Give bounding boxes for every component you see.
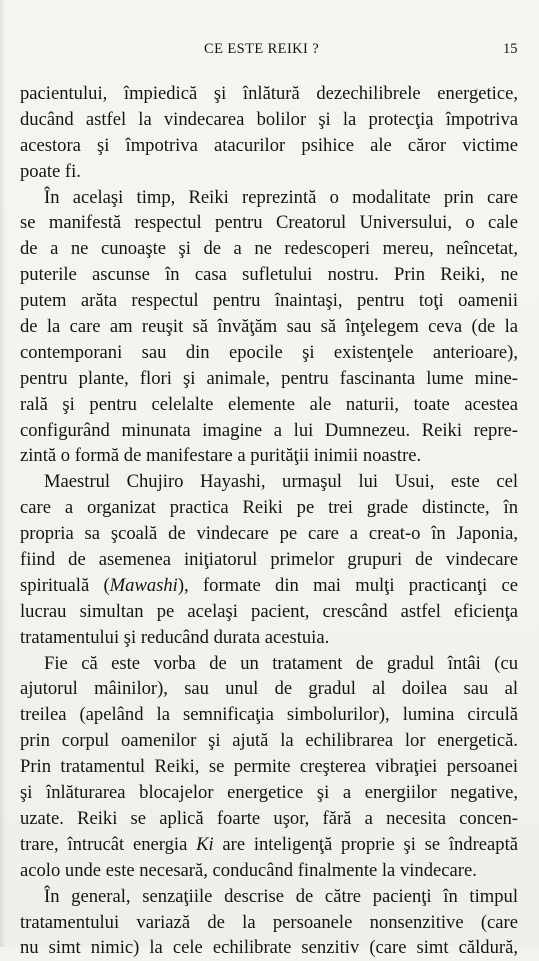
page-gutter-shadow bbox=[0, 0, 6, 947]
text-line: putem arăta respectul pentru înaintaşi, pentru toţi oamenii bbox=[20, 290, 518, 312]
text-line: configurând minunata imagine a lui Dumnezeu. Reiki repre- bbox=[20, 419, 518, 441]
text-line: prin corpul oamenilor şi ajută la echilibrarea lor energetică. bbox=[20, 730, 518, 752]
text-line: trare, întrucât energia Ki are inteligenţă proprie şi se îndreaptă bbox=[20, 833, 518, 855]
text-line: de la care am reuşit să învăţăm sau să înţelegem ceva (de la bbox=[20, 316, 518, 338]
text-line: nu simt nimic) la cele echilibrate senzitiv (care simt căldură, bbox=[20, 937, 518, 959]
text-line: Prin tratamentul Reiki, se permite creşterea vibraţiei persoanei bbox=[20, 756, 518, 778]
running-title: CE ESTE REIKI ? bbox=[204, 41, 320, 57]
text-line: poate fi. bbox=[20, 160, 81, 182]
text-line: Maestrul Chujiro Hayashi, urmaşul lui Usui, este cel bbox=[44, 471, 518, 493]
text-line: acestora şi împotriva atacurilor psihice ale căror victime bbox=[20, 134, 518, 156]
text-line: pacientului, împiedică şi înlătură dezechilibrele energetice, bbox=[20, 83, 518, 104]
text-line: În general, senzaţiile descrise de către pacienţi în timpul bbox=[44, 885, 518, 907]
text-line: tratamentului variază de la persoanele nonsenzitive (care bbox=[20, 911, 518, 933]
text-line: propria sa şcoală de vindecare pe care a creat-o în Japonia, bbox=[20, 523, 518, 545]
text-line: fiind de asemenea iniţiatorul primelor grupuri de vindecare bbox=[20, 549, 518, 571]
text-line: zintă o formă de manifestare a purităţii inimii noastre. bbox=[20, 445, 422, 467]
text-line: Fie că este vorba de un tratament de gradul întâi (cu bbox=[44, 652, 518, 674]
text-line: şi înlăturarea blocajelor energetice şi a energiilor negative, bbox=[20, 782, 518, 804]
text-line: treilea (apelând la semnificaţia simbolurilor), lumina circulă bbox=[20, 704, 518, 726]
page-number: 15 bbox=[503, 41, 518, 57]
text-line: rală şi pentru celelalte elemente ale naturii, toate acestea bbox=[20, 393, 518, 415]
text-line: contemporani sau din epocile şi existenţele anterioare), bbox=[20, 341, 518, 363]
text-line: care a organizat practica Reiki pe trei grade distincte, în bbox=[20, 497, 518, 519]
text-line: pentru plante, flori şi animale, pentru fascinanta lume mine- bbox=[20, 367, 518, 389]
text-line: puterile ascunse în casa sufletului nostru. Prin Reiki, ne bbox=[20, 264, 518, 286]
text-line: uzate. Reiki se aplică foarte uşor, fără a necesita concen- bbox=[20, 807, 518, 829]
text-line: În acelaşi timp, Reiki reprezintă o modalitate prin care bbox=[44, 186, 518, 208]
text-line: se manifestă respectul pentru Creatorul Universului, o cale bbox=[20, 212, 518, 234]
text-line: ducând astfel la vindecarea bolilor şi la protecţia împotriva bbox=[20, 108, 518, 130]
text-line: spirituală (Mawashi), formate din mai mulţi practicanţi ce bbox=[20, 574, 518, 596]
body-text bbox=[20, 81, 518, 961]
text-line: acolo unde este necesară, conducând finalmente la vindecare. bbox=[20, 859, 477, 881]
page-header bbox=[0, 38, 539, 60]
text-line: ajutorul mâinilor), sau unul de gradul al doilea sau al bbox=[20, 678, 518, 700]
text-line: de a ne cunoaşte şi de a ne redescoperi mereu, neîncetat, bbox=[20, 238, 518, 260]
text-line: tratamentului şi reducând durata acestuia. bbox=[20, 626, 330, 648]
text-line: lucrau simultan pe acelaşi pacient, crescând astfel eficienţa bbox=[20, 600, 518, 622]
